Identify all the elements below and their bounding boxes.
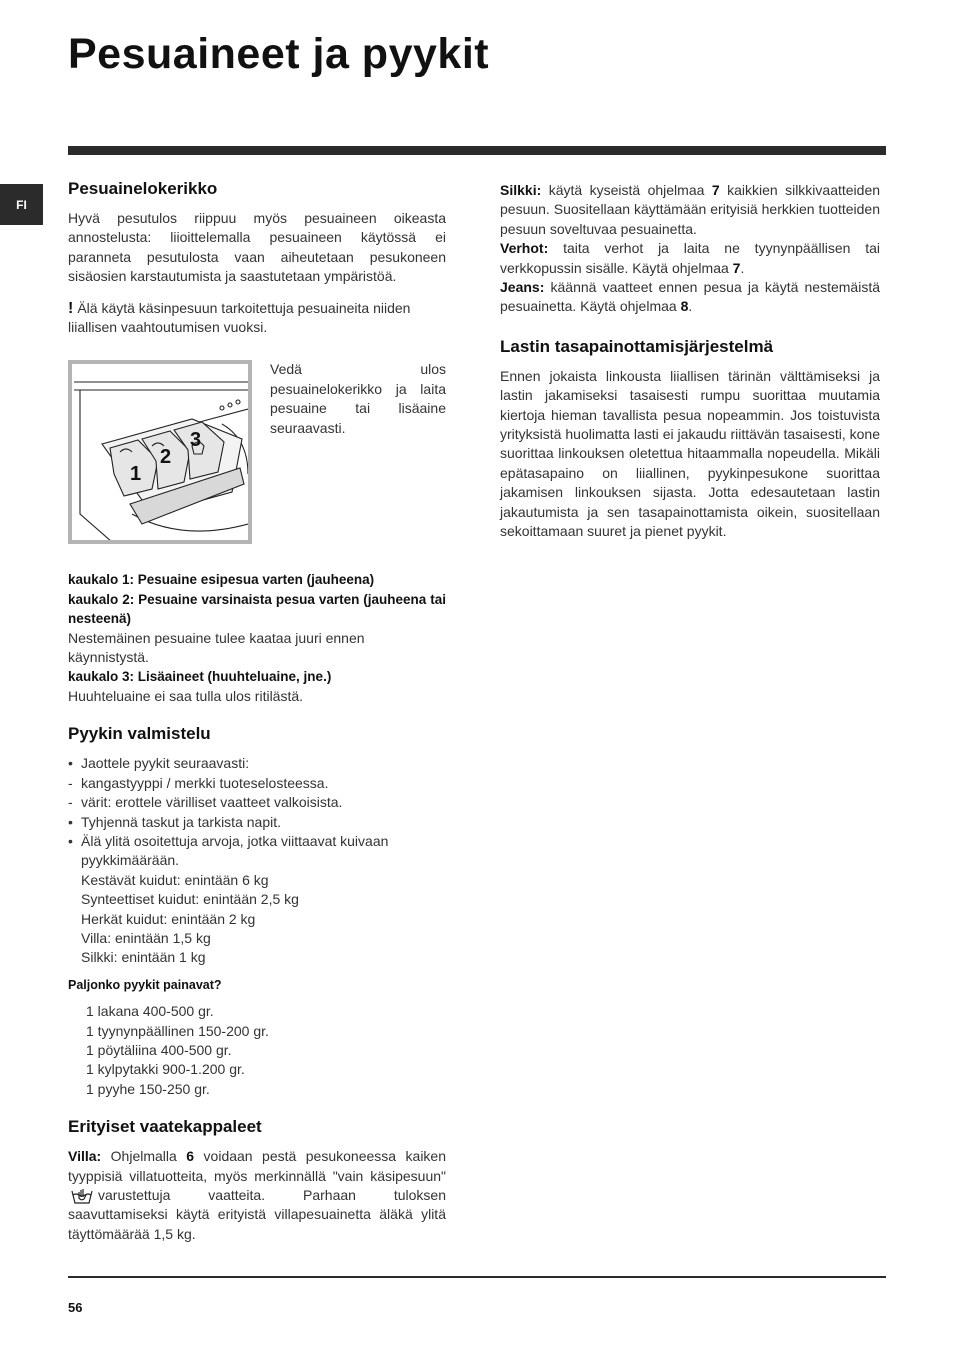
list-marker: -	[68, 774, 73, 791]
weights-list	[68, 1002, 446, 1099]
list-item: - kangastyyppi / merkki tuoteselosteessa.	[68, 774, 446, 793]
weight-item: 1 pyyhe 150-250 gr.	[86, 1080, 210, 1097]
weights-title: Paljonko pyykit painavat?	[68, 977, 222, 992]
list-marker: •	[68, 755, 73, 772]
limit-item: Synteettiset kuidut: enintään 2,5 kg	[81, 891, 299, 908]
dispenser-figure-row	[68, 360, 446, 545]
list-marker: -	[68, 794, 73, 811]
dispenser-illustration	[68, 360, 252, 544]
detergent-drawer-icon	[72, 364, 248, 540]
page-number: 56	[68, 1300, 83, 1315]
detergent-intro: Hyvä pesutulos riippuu myös pesuaineen oikeasta annostelusta: liioittelemalla pesuaineen käytössä ei paranneta pesutulosta vaan aiheutetaan pesukoneen sisäosien karstautumista ja saastutetaan ympäristöä.	[68, 210, 446, 285]
language-tab: FI	[0, 184, 43, 225]
figure-caption: Vedä ulos pesuainelokerikko ja laita pesuaine tai lisäaine seuraavasti.	[270, 361, 446, 436]
list-item: • Tyhjennä taskut ja tarkista napit.	[68, 813, 446, 832]
weight-item: 1 lakana 400-500 gr.	[86, 1003, 214, 1020]
detergent-section	[68, 178, 446, 706]
prep-list	[68, 754, 446, 870]
page-title: Pesuaineet ja pyykit	[68, 30, 490, 78]
special-section	[68, 1116, 446, 1244]
tray-2-note: Nestemäinen pesuaine tulee kaataa juuri ennen käynnistystä.	[68, 629, 365, 666]
footer-rule	[68, 1276, 886, 1278]
left-column	[68, 178, 446, 1244]
tray-descriptions	[68, 570, 446, 706]
limit-item: Villa: enintään 1,5 kg	[81, 929, 211, 946]
wool-paragraph: Villa: Ohjelmalla 6 voidaan pestä pesukoneessa kaiken tyyppisiä villatuotteita, myös merkinnällä "vain käsipesuun"varustettuja vaatteita. Parhaan tuloksen saavuttamiseksi käytä erityistä villapesuainetta äläkä ylitä täyttömäärää 1,5 kg.	[68, 1148, 446, 1242]
warning-text: Älä käytä käsinpesuun tarkoitettuja pesuaineita niiden liiallisen vaahtoutumisen vuoksi.	[68, 299, 411, 336]
tray-1-title: kaukalo 1: Pesuaine esipesua varten (jauheena)	[68, 572, 375, 588]
weight-item: 1 tyynynpäällinen 150-200 gr.	[86, 1022, 269, 1039]
tray-label-2: 2	[160, 446, 172, 469]
list-item: - värit: erottele värilliset vaatteet valkoisista.	[68, 793, 446, 812]
tray-label-1: 1	[130, 463, 142, 486]
balance-section	[500, 336, 880, 542]
detergent-warning	[68, 299, 446, 338]
weight-item: 1 pöytäliina 400-500 gr.	[86, 1041, 232, 1058]
detergent-heading: Pesuainelokerikko	[68, 179, 218, 198]
curtains-paragraph: Verhot: taita verhot ja laita ne tyynynpäällisen tai verkkopussin sisälle. Käytä ohjelmaa 7.	[500, 240, 881, 276]
load-limits	[68, 871, 446, 968]
list-marker: •	[68, 832, 73, 849]
limit-item: Kestävät kuidut: enintään 6 kg	[81, 871, 269, 888]
limit-item: Herkät kuidut: enintään 2 kg	[81, 910, 256, 927]
tray-2-title: kaukalo 2: Pesuaine varsinaista pesua varten (jauheena tai nesteenä)	[68, 591, 446, 627]
warning-icon: !	[68, 299, 74, 317]
tray-3-note: Huuhteluaine ei saa tulla ulos ritilästä.	[68, 687, 304, 704]
weight-item: 1 kylpytakki 900-1.200 gr.	[86, 1061, 245, 1078]
balance-heading: Lastin tasapainottamisjärjestelmä	[500, 336, 774, 356]
special-heading: Erityiset vaatekappaleet	[68, 1117, 262, 1137]
hand-wash-icon	[70, 1187, 94, 1205]
balance-text: Ennen jokaista linkousta liiallisen tärinän välttämiseksi ja lastin jakamiseksi tasaisesti rumpu suorittaa muutamia kiertoja hieman tavallista pesua nopeammin. Jos toistuvista yrityksistä huolimatta lasti ei jakaudu riittävän tasaisesti, kone suorittaa linkouksen oletettua hitaammalla nopeudella. Mikäli epätasapaino on liiallinen, pyykinpesukone suorittaa jakamisen linkouksen sijasta. Jotta edesautetaan lastin jakautumista ja sen tasapainottamista oikein, suositellaan sekoittamaan suuret ja pienet pyykit.	[500, 367, 880, 540]
silk-paragraph: Silkki: käytä kyseistä ohjelmaa 7 kaikkien silkkivaatteiden pesuun. Suositellaan käyttämään erityisiä herkkien tuotteiden pesuun soveltuvaa pesuainetta.	[500, 182, 881, 237]
header-rule	[68, 146, 886, 155]
tray-label-3: 3	[190, 429, 202, 452]
list-marker: •	[68, 813, 73, 830]
limit-item: Silkki: enintään 1 kg	[81, 949, 206, 966]
right-column	[500, 181, 880, 542]
tray-3-title: kaukalo 3: Lisäaineet (huuhteluaine, jne.)	[68, 669, 332, 685]
list-item: • Jaottele pyykit seuraavasti:	[68, 754, 446, 773]
prep-section	[68, 723, 446, 1099]
prep-heading: Pyykin valmistelu	[68, 724, 211, 744]
list-item: • Älä ylitä osoitettuja arvoja, jotka viittaavat kuivaan pyykkimäärään.	[68, 832, 389, 869]
jeans-paragraph: Jeans: käännä vaatteet ennen pesua ja käytä nestemäistä pesuainetta. Käytä ohjelmaa 8.	[500, 279, 880, 315]
